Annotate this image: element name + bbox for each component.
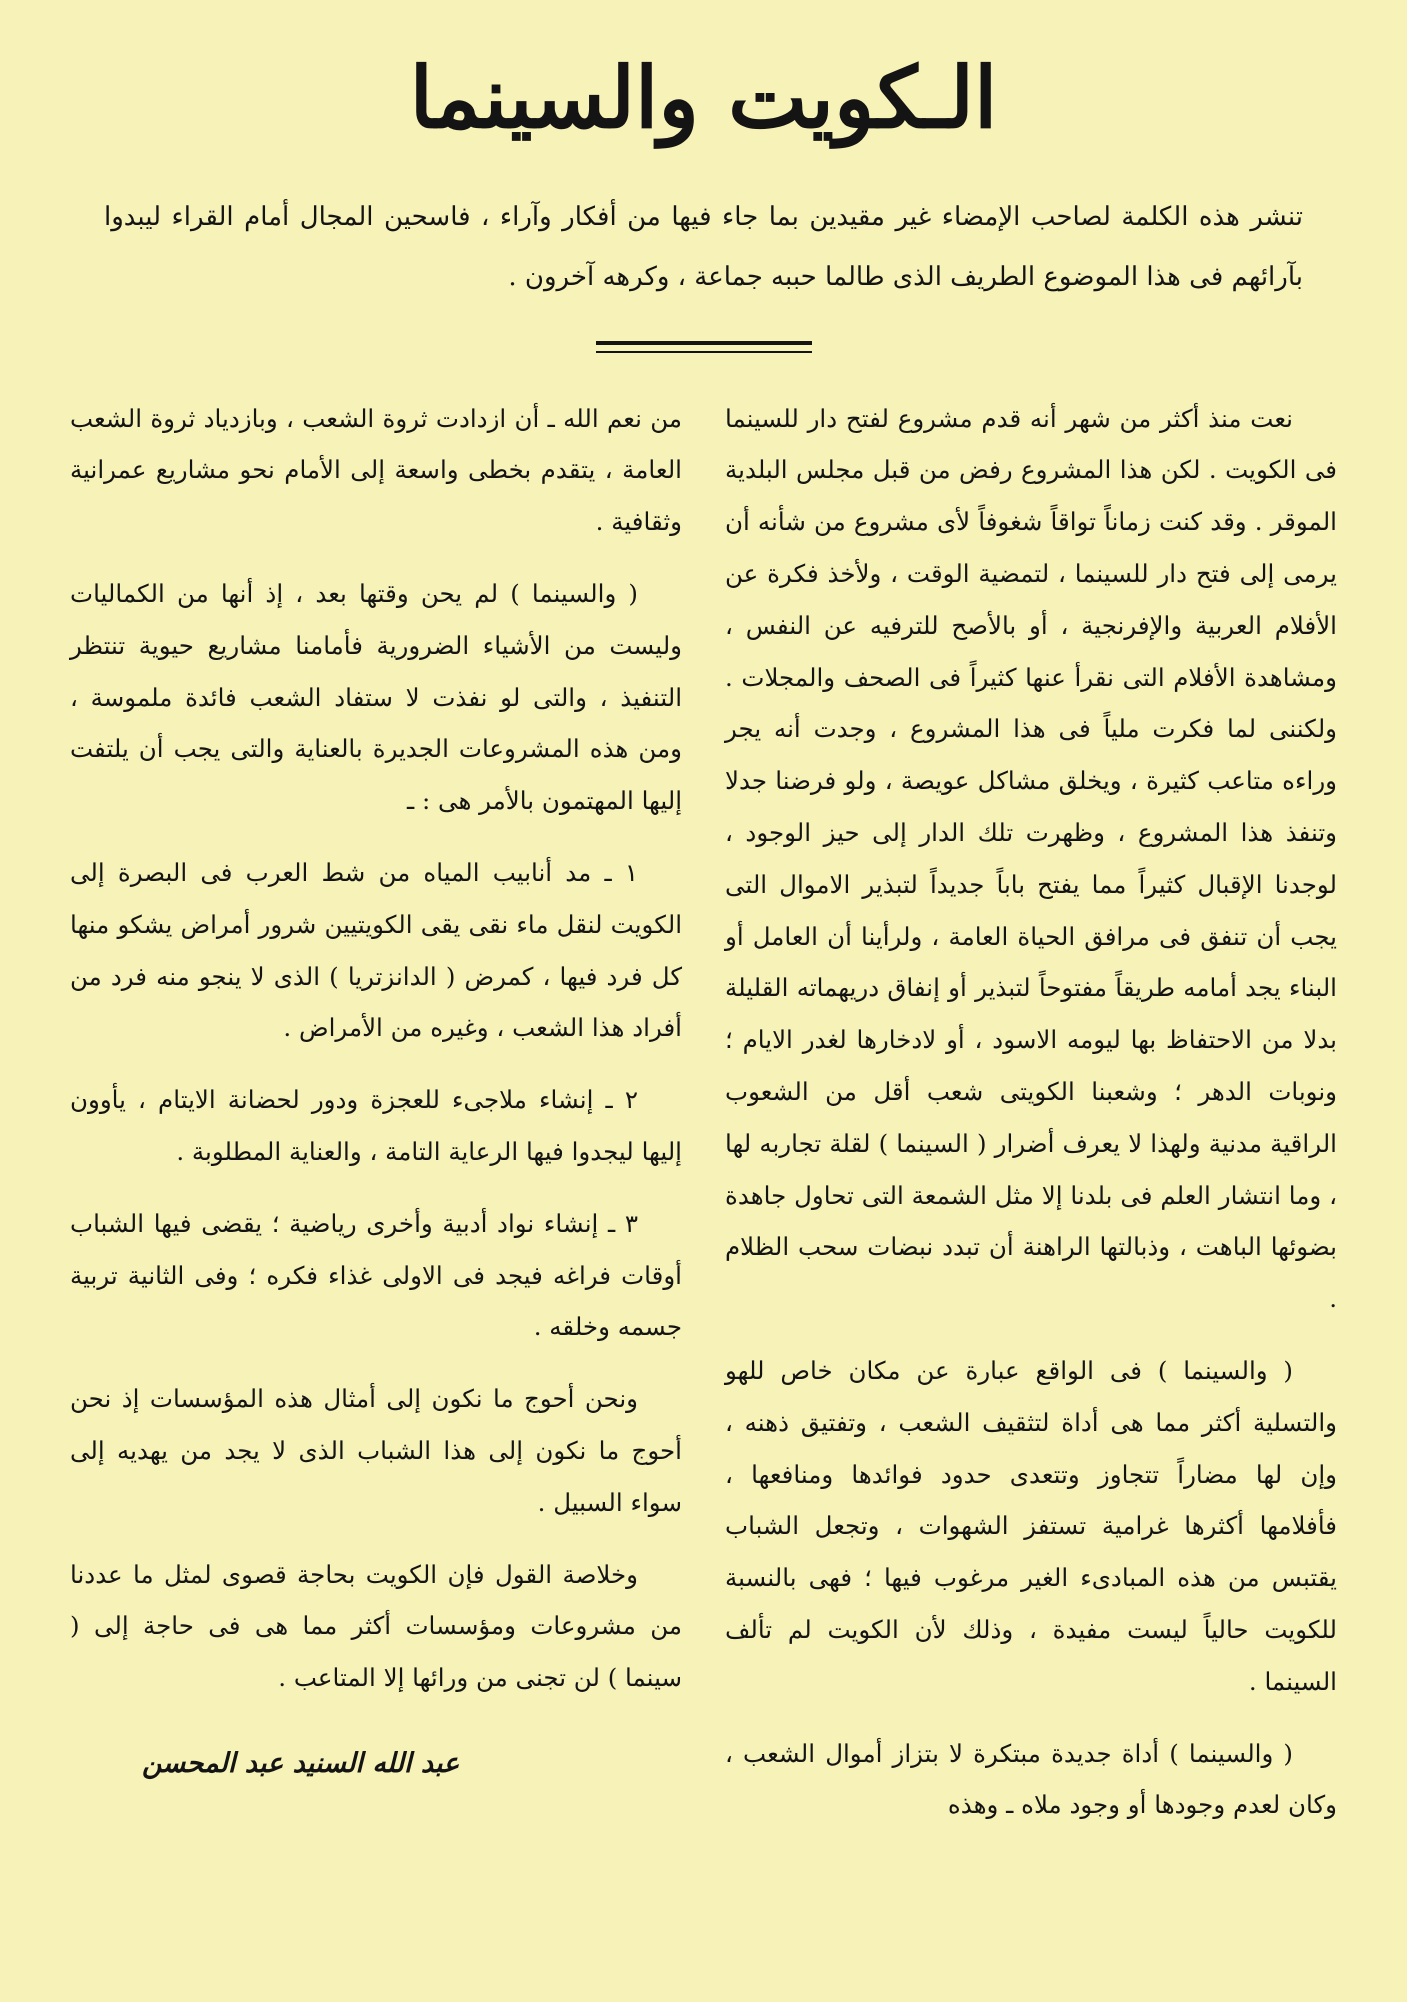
paragraph: نعت منذ أكثر من شهر أنه قدم مشروع لفتح دار للسينما فى الكويت . لكن هذا المشروع رفض من قبل مجلس البلدية الموقر . وقد كنت زماناً تواقاً شغوفاً لأى مشروع من شأنه أن يرمى إلى فتح دار للسينما ، لتمضية الوقت ، ولأخذ فكرة عن الأفلام العربية والإفرنجية ، أو بالأصح للترفيه عن النفس ، ومشاهدة الأفلام التى نقرأ عنها كثيراً فى الصحف والمجلات . ولكننى لما فكرت ملياً فى هذا المشروع ، وجدت أنه يجر وراءه متاعب كثيرة ، ويخلق مشاكل عويصة ، ولو فرضنا جدلا وتنفذ هذا المشروع ، وظهرت تلك الدار إلى حيز الوجود ، لوجدنا الإقبال كثيراً مما يفتح باباً جديداً لتبذير الاموال التى يجب أن تنفق فى مرافق الحياة العامة ، ولرأينا أن العامل أو البناء يجد أمامه طريقاً مفتوحاً لتبذير أو إنفاق دريهماته القليلة بدلا من الاحتفاظ بها ليومه الاسود ، أو لادخارها لغدر الايام ؛ ونوبات الدهر ؛ وشعبنا الكويتى شعب أقل من الشعوب الراقية مدنية ولهذا لا يعرف أضرار ( السينما ) لقلة تجاربه لها ، وما انتشار العلم فى بلدنا إلا مثل الشمعة التى تحاول جاهدة بضوئها الباهت ، وذبالتها الراهنة أن تبدد نبضات سحب الظلام .	[725, 403, 1337, 1314]
list-item: ١ ـ مد أنابيب المياه من شط العرب فى البصرة إلى الكويت لنقل ماء نقى يقى الكويتيين شرور أمراض يشكو منها كل فرد فيها ، كمرض ( الدانزتريا ) الذى لا ينجو منه فرد من أفراد هذا الشعب ، وغيره من الأمراض .	[70, 857, 682, 1043]
list-item: ٣ ـ إنشاء نواد أدبية وأخرى رياضية ؛ يقضى فيها الشباب أوقات فراغه فيجد فى الاولى غذاء فكره ؛ وفى الثانية تربية جسمه وخلقه .	[70, 1208, 682, 1342]
right-column	[725, 393, 1337, 1852]
list-item: ٢ ـ إنشاء ملاجىء للعجزة ودور لحضانة الايتام ، يأوون إليها ليجدوا فيها الرعاية التامة ، والعناية المطلوبة .	[70, 1085, 682, 1166]
paragraph: وخلاصة القول فإن الكويت بحاجة قصوى لمثل ما عددنا من مشروعات ومؤسسات أكثر مما هى فى حاجة إلى ( سينما ) لن تجنى من ورائها إلا المتاعب .	[70, 1559, 682, 1693]
article-columns	[70, 393, 1337, 1852]
paragraph: ( والسينما ) أداة جديدة مبتكرة لا بتزاز أموال الشعب ، وكان لعدم وجودها أو وجود ملاه ـ وهذه	[725, 1738, 1337, 1820]
editor-note: تنشر هذه الكلمة لصاحب الإمضاء غير مقيدين بما جاء فيها من أفكار وآراء ، فاسحين المجال أمام القراء ليبدوا بآرائهم فى هذا الموضوع الطريف الذى طالما حببه جماعة ، وكرهه آخرون .	[104, 201, 1303, 292]
paragraph: ( والسينما ) لم يحن وقتها بعد ، إذ أنها من الكماليات وليست من الأشياء الضرورية فأمامنا مشاريع حيوية تنتظر التنفيذ ، والتى لو نفذت لا ستفاد الشعب فائدة ملموسة ، ومن هذه المشروعات الجديرة بالعناية والتى يجب أن يلتفت إليها المهتمون بالأمر هى : ـ	[70, 578, 682, 816]
paragraph: من نعم الله ـ أن ازدادت ثروة الشعب ، وبازدياد ثروة الشعب العامة ، يتقدم بخطى واسعة إلى الأمام نحو مشاريع عمرانية وثقافية .	[70, 403, 682, 537]
paragraph: ونحن أحوج ما نكون إلى أمثال هذه المؤسسات إذ نحن أحوج ما نكون إلى هذا الشباب الذى لا يجد من يهديه إلى سواء السبيل .	[70, 1384, 682, 1517]
author-signature: عبد الله السنيد عبد المحسن	[142, 1747, 460, 1779]
title-divider	[596, 341, 812, 353]
left-column	[70, 393, 682, 1852]
article-title: الـكويت والسينما	[409, 48, 998, 147]
paragraph: ( والسينما ) فى الواقع عبارة عن مكان خاص للهو والتسلية أكثر مما هى أداة لتثقيف الشعب ، وتفتيق ذهنه ، وإن لها مضاراً تتجاوز وتتعدى حدود فوائدها ومنافعها ، فأفلامها أكثرها غرامية تستفز الشهوات ، وتجعل الشباب يقتبس من هذه المبادىء الغير مرغوب فيها ؛ فهى بالنسبة للكويت حالياً ليست مفيدة ، وذلك لأن الكويت لم تألف السينما .	[725, 1355, 1337, 1696]
